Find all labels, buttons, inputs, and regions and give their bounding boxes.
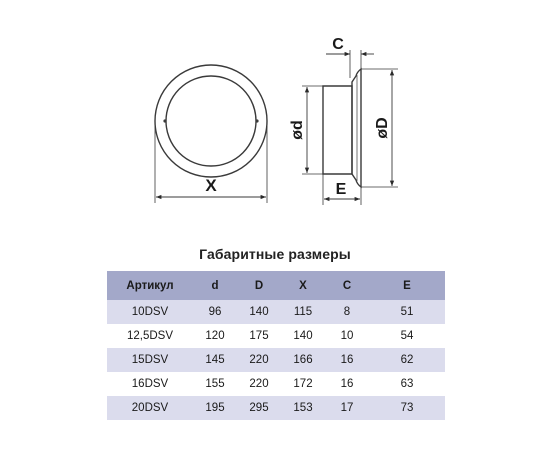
header-d: d — [193, 271, 237, 300]
cell-D: 220 — [249, 378, 269, 390]
x-dimension-label: X — [205, 176, 217, 195]
cell-D: 175 — [249, 330, 269, 342]
d-inner-dimension-label: ød — [289, 120, 306, 140]
cell-E: 51 — [369, 300, 445, 324]
mounting-hole-right — [255, 119, 258, 122]
dimensions-table — [107, 271, 445, 420]
table-title: Габаритные размеры — [199, 246, 351, 262]
cell-article: 15DSV — [107, 348, 193, 372]
table-row — [107, 372, 445, 396]
header-X: X — [281, 271, 325, 300]
side-flange — [352, 69, 361, 187]
table-row — [107, 396, 445, 420]
side-cylinder — [323, 86, 352, 174]
cell-C: 10 — [340, 330, 354, 342]
table-row — [107, 324, 445, 348]
table-row — [107, 348, 445, 372]
table-row — [107, 300, 445, 324]
e-dimension-label: E — [335, 181, 347, 198]
cell-X: 115 — [281, 300, 325, 324]
cell-article: 20DSV — [107, 396, 193, 420]
cell-d: 145 — [193, 348, 237, 372]
cell-d: 195 — [193, 396, 237, 420]
cell-X: 153 — [281, 396, 325, 420]
header-E: E — [369, 271, 445, 300]
cell-D: 140 — [237, 300, 281, 324]
front-inner-ring — [166, 76, 256, 166]
header-D: D — [237, 271, 281, 300]
cell-article: 16DSV — [131, 378, 169, 390]
cell-C: 16 — [325, 348, 369, 372]
cell-E: 62 — [369, 348, 445, 372]
cell-article: 12,5DSV — [126, 330, 174, 342]
cell-E: 54 — [400, 330, 414, 342]
cell-d: 96 — [193, 300, 237, 324]
cell-C: 8 — [325, 300, 369, 324]
header-article: Артикул — [107, 271, 193, 300]
header-C: C — [325, 271, 369, 300]
cell-C: 16 — [340, 378, 354, 390]
cell-D: 220 — [237, 348, 281, 372]
mounting-hole-left — [163, 119, 166, 122]
cell-C: 17 — [325, 396, 369, 420]
cell-d: 155 — [205, 378, 225, 390]
cell-E: 73 — [369, 396, 445, 420]
cell-X: 172 — [293, 378, 313, 390]
front-outer-ring — [155, 65, 267, 177]
cell-E: 63 — [400, 378, 414, 390]
cell-d: 120 — [205, 330, 225, 342]
cell-D: 295 — [237, 396, 281, 420]
D-outer-dimension-label: øD — [374, 117, 391, 139]
cell-article: 10DSV — [107, 300, 193, 324]
cell-X: 166 — [281, 348, 325, 372]
c-dimension-label: C — [332, 36, 344, 53]
table-header-row — [107, 271, 445, 300]
cell-X: 140 — [293, 330, 313, 342]
